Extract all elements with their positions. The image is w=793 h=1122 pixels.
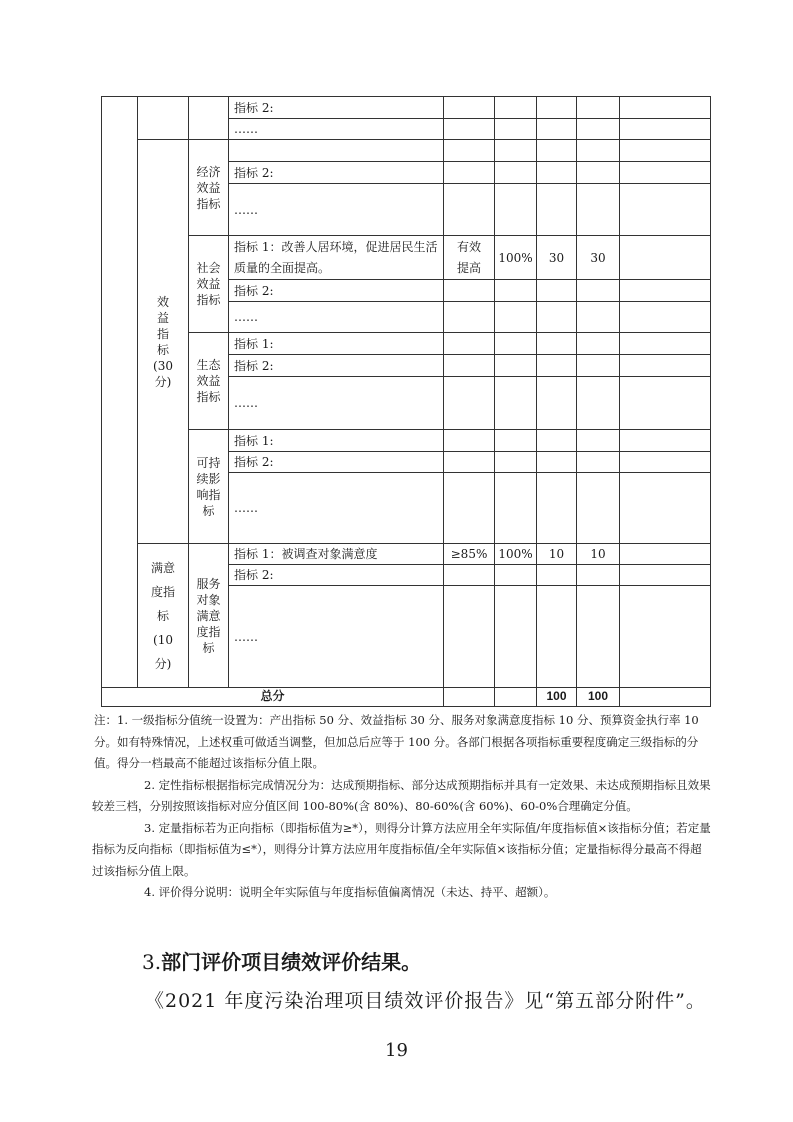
target-cell: [444, 377, 495, 430]
indicator-cell: 指标 1：改善人居环境，促进居民生活质量的全面提高。: [229, 236, 444, 280]
weight-cell: [537, 586, 577, 688]
target-cell: [444, 184, 495, 236]
note-cell: [620, 140, 711, 162]
target-cell: [444, 473, 495, 544]
actual-cell: [495, 355, 537, 377]
target-cell: [444, 302, 495, 333]
total-weight: 100: [537, 686, 577, 706]
indicator-cell: 指标 2:: [229, 565, 444, 586]
actual-cell: 100%: [495, 544, 537, 565]
indicator-cell: 指标 2:: [229, 355, 444, 377]
weight-cell: [537, 302, 577, 333]
note-3: 3. 定量指标若为正向指标（即指标值为≥*），则得分计算方法应用全年实际值/年度指标值×该指标分值；若定量指标为反向指标（即指标值为≤*），则得分计算方法应用年度指标值/全年实际值×该指标分值；定量指标得分最高不得超过该指标分值上限。: [92, 820, 711, 878]
actual-cell: 100%: [495, 236, 537, 280]
score-cell: [577, 280, 620, 302]
target-cell: [444, 586, 495, 688]
weight-cell: [537, 452, 577, 473]
actual-cell: [495, 140, 537, 162]
indicator-cell: ……: [229, 586, 444, 688]
indicator-cell: 指标 2:: [229, 97, 444, 119]
actual-cell: [495, 586, 537, 688]
note-1: 注：1. 一级指标分值统一设置为：产出指标 50 分、效益指标 30 分、服务对象满意度指标 10 分、预算资金执行率 10 分。如有特殊情况，上述权重可做适当调整，但加总后应等于 100 分。各部门根据各项指标重要程度确定三级指标的分值。得分一档最高不能超过该指标分值上限。: [94, 713, 699, 770]
sustainable-impact-label: 可持续影响指标: [189, 430, 229, 544]
note-cell: [620, 686, 711, 706]
note-2: 2. 定性指标根据指标完成情况分为：达成预期指标、部分达成预期指标并具有一定效果、未达成预期指标且效果较差三档，分别按照该指标对应分值区间 100-80%(含 80%)、80-60%(含 60%)、60-0%合理确定分值。: [92, 777, 711, 813]
actual-cell: [495, 473, 537, 544]
target-cell: ≥85%: [444, 544, 495, 565]
section-title: 部门评价项目绩效评价结果。: [161, 950, 422, 974]
weight-cell: [537, 473, 577, 544]
weight-cell: [537, 333, 577, 355]
actual-cell: [495, 377, 537, 430]
target-cell: [444, 97, 495, 119]
score-cell: [577, 565, 620, 586]
level1-blank-cell: [102, 97, 138, 688]
weight-cell: [537, 97, 577, 119]
note-cell: [620, 162, 711, 184]
target-cell: 有效提高: [444, 236, 495, 280]
score-cell: [577, 302, 620, 333]
score-cell: 30: [577, 236, 620, 280]
note-cell: [620, 280, 711, 302]
target-cell: [444, 333, 495, 355]
target-cell: [444, 686, 495, 706]
weight-cell: 30: [537, 236, 577, 280]
table-row: [102, 430, 711, 452]
weight-cell: [537, 162, 577, 184]
section-heading: [142, 946, 421, 975]
actual-cell: [495, 119, 537, 140]
benefit-indicator-label: 效 益 指 标 (30 分): [138, 140, 189, 544]
indicator-cell: 指标 2:: [229, 280, 444, 302]
level3-blank-cell: [189, 97, 229, 140]
table-row: [102, 544, 711, 565]
indicator-cell: ……: [229, 377, 444, 430]
table-row: [102, 333, 711, 355]
actual-cell: [495, 280, 537, 302]
score-cell: [577, 140, 620, 162]
table-row: [102, 236, 711, 280]
indicator-cell: 指标 1:: [229, 333, 444, 355]
indicator-cell: ……: [229, 119, 444, 140]
note-cell: [620, 452, 711, 473]
note-cell: [620, 565, 711, 586]
score-cell: [577, 473, 620, 544]
total-row: [102, 686, 711, 706]
weight-cell: [537, 140, 577, 162]
indicator-cell: ……: [229, 184, 444, 236]
actual-cell: [495, 565, 537, 586]
actual-cell: [495, 430, 537, 452]
ecological-benefit-label: 生态效益指标: [189, 333, 229, 430]
note-cell: [620, 544, 711, 565]
target-cell: [444, 119, 495, 140]
target-cell: [444, 452, 495, 473]
level1b-blank-cell: [138, 97, 189, 140]
service-satisfaction-label: 服务对象满意度指标: [189, 544, 229, 688]
table-row: [102, 140, 711, 162]
note-cell: [620, 119, 711, 140]
weight-cell: [537, 377, 577, 430]
indicator-cell: [229, 140, 444, 162]
actual-cell: [495, 162, 537, 184]
score-cell: [577, 355, 620, 377]
performance-indicator-table: [101, 96, 711, 688]
actual-cell: [495, 333, 537, 355]
note-cell: [620, 377, 711, 430]
weight-cell: [537, 565, 577, 586]
note-4: 4. 评价得分说明：说明全年实际值与年度指标值偏离情况（未达、持平、超额）。: [144, 885, 556, 899]
score-cell: [577, 333, 620, 355]
weight-cell: [537, 280, 577, 302]
economic-benefit-label: 经济效益指标: [189, 140, 229, 236]
note-cell: [620, 302, 711, 333]
note-cell: [620, 184, 711, 236]
actual-cell: [495, 184, 537, 236]
score-cell: [577, 162, 620, 184]
note-cell: [620, 236, 711, 280]
total-row-table: [101, 686, 711, 707]
score-cell: [577, 184, 620, 236]
score-cell: [577, 119, 620, 140]
weight-cell: [537, 430, 577, 452]
score-cell: [577, 97, 620, 119]
target-cell: [444, 430, 495, 452]
target-cell: [444, 565, 495, 586]
score-cell: 10: [577, 544, 620, 565]
target-cell: [444, 162, 495, 184]
actual-cell: [495, 97, 537, 119]
note-cell: [620, 473, 711, 544]
social-benefit-label: 社会效益指标: [189, 236, 229, 333]
target-cell: [444, 280, 495, 302]
total-score: 100: [577, 686, 620, 706]
indicator-cell: ……: [229, 302, 444, 333]
table-row: [102, 97, 711, 119]
weight-cell: [537, 119, 577, 140]
note-cell: [620, 333, 711, 355]
actual-cell: [495, 452, 537, 473]
actual-cell: [495, 302, 537, 333]
note-cell: [620, 355, 711, 377]
score-cell: [577, 430, 620, 452]
weight-cell: [537, 184, 577, 236]
score-cell: [577, 377, 620, 430]
section-number: 3.: [142, 950, 162, 974]
satisfaction-indicator-label: 满意 度指 标 (10 分): [138, 544, 189, 688]
score-cell: [577, 586, 620, 688]
indicator-cell: 指标 1:: [229, 430, 444, 452]
section-paragraph: 《2021 年度污染治理项目绩效评价报告》见“第五部分附件”。: [145, 990, 706, 1012]
target-cell: [444, 140, 495, 162]
note-cell: [620, 97, 711, 119]
actual-cell: [495, 686, 537, 706]
note-cell: [620, 430, 711, 452]
note-cell: [620, 586, 711, 688]
weight-cell: 10: [537, 544, 577, 565]
indicator-cell: ……: [229, 473, 444, 544]
weight-cell: [537, 355, 577, 377]
indicator-cell: 指标 2:: [229, 452, 444, 473]
table-notes: [92, 710, 712, 904]
score-cell: [577, 452, 620, 473]
total-label: 总分: [102, 686, 444, 706]
indicator-cell: 指标 2:: [229, 162, 444, 184]
page-number: 19: [385, 1040, 408, 1061]
target-cell: [444, 355, 495, 377]
indicator-cell: 指标 1：被调查对象满意度: [229, 544, 444, 565]
